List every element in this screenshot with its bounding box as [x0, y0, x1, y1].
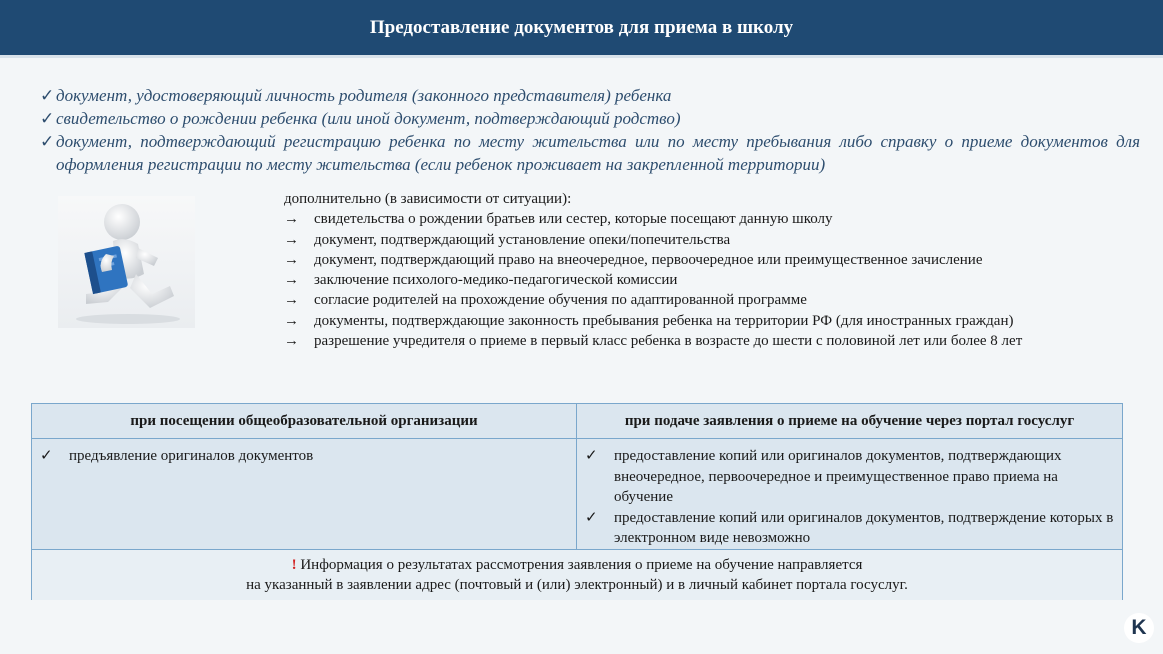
list-item	[284, 250, 1144, 270]
k-logo-icon: K	[1124, 613, 1154, 643]
submission-methods-table	[31, 403, 1123, 600]
arrow-right-icon: →	[284, 272, 299, 289]
list-item	[40, 446, 576, 467]
arrow-right-icon: →	[284, 251, 299, 268]
person-icon	[58, 196, 195, 328]
checkmark-icon: ✓	[585, 448, 598, 464]
running-person-with-book-illustration	[58, 196, 195, 328]
checkmark-icon: ✓	[40, 86, 55, 105]
table-row	[32, 439, 1122, 550]
additional-item-text: документ, подтверждающий установление опеки/попечительства	[314, 231, 731, 248]
list-item	[40, 84, 1140, 107]
arrow-right-icon: →	[284, 231, 299, 248]
arrow-right-icon: →	[284, 211, 299, 228]
cell-text: предъявление оригиналов документов	[69, 448, 314, 464]
arrow-right-icon: →	[284, 333, 299, 350]
list-item	[284, 209, 1144, 229]
additional-item-text: документ, подтверждающий право на внеочередное, первоочередное или преимущественное зачисление	[314, 251, 983, 268]
checkmark-icon: ✓	[585, 509, 598, 526]
slide-header	[0, 0, 1163, 58]
requirement-text: свидетельство о рождении ребенка (или иной документ, подтверждающий родство)	[56, 109, 681, 128]
additional-item-text: документы, подтверждающие законность пребывания ребенка на территории РФ (для иностранных граждан)	[314, 312, 1014, 329]
arrow-right-icon: →	[284, 292, 299, 309]
requirement-text: документ, удостоверяющий личность родителя (законного представителя) ребенка	[56, 86, 672, 105]
list-item	[284, 270, 1144, 290]
footer-text-2: на указанный в заявлении адрес (почтовый и (или) электронный) и в личный кабинет портала госуслуг.	[246, 577, 908, 593]
list-item	[284, 311, 1144, 331]
list-item	[284, 331, 1144, 351]
requirement-text: документ, подтверждающий регистрацию ребенка по месту жительства или по месту пребывания либо справку о приеме документов для оформления регистрации по месту жительства (если ребенок проживает на закрепленной территории)	[56, 132, 1140, 174]
table-header-row	[32, 404, 1122, 439]
slide-title: Предоставление документов для приема в школу	[369, 16, 794, 38]
cell-in-person	[32, 439, 577, 549]
additional-documents	[284, 189, 1144, 351]
list-item	[284, 230, 1144, 250]
cell-gosuslugi	[577, 439, 1122, 549]
additional-item-text: разрешение учредителя о приеме в первый класс ребенка в возрасте до шести с половиной лет или более 8 лет	[314, 333, 1023, 350]
cell-text: предоставление копий или оригиналов документов, подтверждение которых в электронном виде невозможно	[614, 509, 1114, 546]
requirements-list	[40, 84, 1140, 176]
list-item	[284, 290, 1144, 310]
footer-line-1	[292, 555, 863, 575]
cell-text: предоставление копий или оригиналов документов, подтверждающих внеочередное, первоочередное и преимущественное право приема на обучение	[614, 448, 1062, 505]
list-item	[40, 107, 1140, 130]
checkmark-icon: ✓	[40, 448, 53, 464]
exclamation-icon: !	[291, 557, 297, 573]
footer-text-1: Информация о результатах рассмотрения заявления о приеме на обучение направляется	[300, 557, 863, 573]
additional-title: дополнительно (в зависимости от ситуации):	[284, 191, 572, 207]
additional-item-text: согласие родителей на прохождение обучения по адаптированной программе	[314, 292, 807, 309]
list-item	[40, 130, 1140, 176]
checkmark-icon: ✓	[40, 109, 55, 128]
column-header-in-person: при посещении общеобразовательной организации	[32, 404, 577, 438]
checkmark-icon: ✓	[40, 132, 55, 151]
additional-item-text: заключение психолого-медико-педагогической комиссии	[314, 272, 678, 289]
arrow-right-icon: →	[284, 312, 299, 329]
table-footer-note	[32, 550, 1122, 600]
list-item	[585, 508, 1114, 549]
column-header-gosuslugi: при подаче заявления о приеме на обучение через портал госуслуг	[624, 412, 1075, 429]
list-item	[585, 446, 1114, 508]
additional-item-text: свидетельства о рождении братьев или сестер, которые посещают данную школу	[314, 211, 833, 228]
